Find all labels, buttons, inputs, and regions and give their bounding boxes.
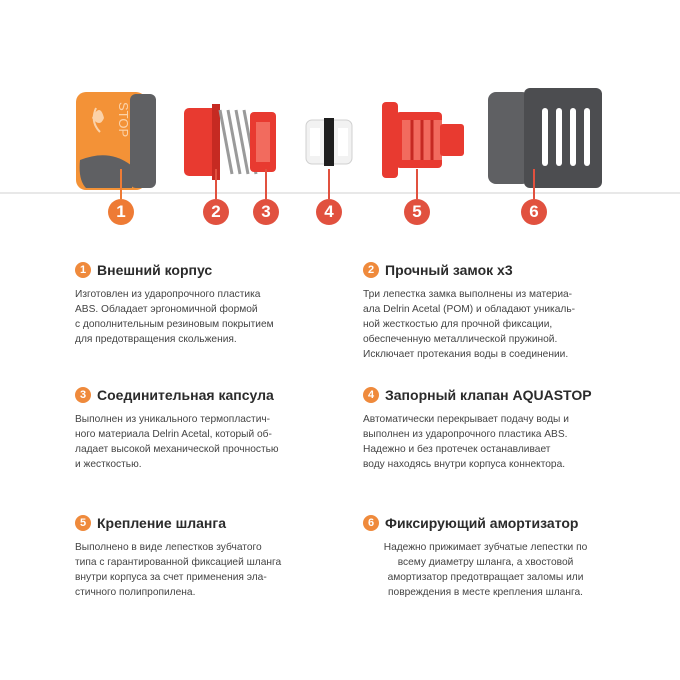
- badge-stem: [328, 169, 330, 199]
- section-number: 1: [75, 262, 91, 278]
- section-number: 5: [75, 515, 91, 531]
- section-lock: [363, 262, 608, 362]
- section-outer-housing: [75, 262, 320, 347]
- section-hose-mount: [75, 515, 320, 600]
- badge-stem: [533, 169, 535, 199]
- section-title: Соединительная капсула: [97, 387, 274, 403]
- section-title: Внешний корпус: [97, 262, 213, 278]
- parts-illustration: [0, 0, 680, 240]
- badge-stem: [215, 169, 217, 199]
- section-shock-absorber: [363, 515, 608, 600]
- valve-image: [300, 114, 358, 170]
- housing-logo-text: STOP: [116, 102, 131, 138]
- section-title: Фиксирующий амортизатор: [385, 515, 579, 531]
- badge-number: 4: [324, 202, 334, 221]
- section-number: 3: [75, 387, 91, 403]
- badge-stem: [265, 169, 267, 199]
- part-badge-2: [203, 199, 229, 225]
- section-title: Запорный клапан AQUASTOP: [385, 387, 592, 403]
- badge-stem: [416, 169, 418, 199]
- lock-spring-image: [178, 96, 284, 188]
- section-body: Надежно прижимает зубчатые лепестки по всему диаметру шланга, а хвостовой амортизатор предотвращает заломы или повреждения в месте крепления шланга.: [383, 542, 588, 598]
- badge-number: 2: [211, 202, 221, 221]
- section-body: Выполнено в виде лепестков зубчатого типа с гарантированной фиксацией шланга внутри корпуса за счет применения эла- стичного полипропилена.: [75, 542, 282, 598]
- badge-number: 6: [529, 202, 539, 221]
- part-badge-3: [253, 199, 279, 225]
- hose-fitting-image: [378, 92, 470, 188]
- section-title: Прочный замок х3: [385, 262, 513, 278]
- section-body: Автоматически перекрывает подачу воды и выполнен из ударопрочного пластика ABS. Надежно и без протечек останавливает воду находясь внутри корпуса коннектора.: [363, 414, 569, 470]
- badge-number: 3: [261, 202, 271, 221]
- part-badge-6: [521, 199, 547, 225]
- section-number: 2: [363, 262, 379, 278]
- section-title: Крепление шланга: [97, 515, 226, 531]
- shock-absorber-image: [486, 84, 606, 192]
- section-connecting-capsule: [75, 387, 320, 472]
- section-body: Выполнен из уникального термопластич- ного материала Delrin Acetal, который об- ладает высокой механической прочностью и жесткостью.: [75, 414, 279, 470]
- badge-stem: [120, 169, 122, 199]
- badge-number: 1: [116, 202, 126, 221]
- part-badge-5: [404, 199, 430, 225]
- outer-housing-image: [70, 88, 160, 196]
- section-number: 4: [363, 387, 379, 403]
- part-badge-4: [316, 199, 342, 225]
- section-aquastop-valve: [363, 387, 608, 472]
- section-number: 6: [363, 515, 379, 531]
- badge-number: 5: [412, 202, 422, 221]
- section-body: Три лепестка замка выполнены из материа- ала Delrin Acetal (POM) и обладают уникаль- ной жесткостью для прочной фиксации, обеспеченную металлической пружиной. Исключает протекания воды в соединении.: [363, 289, 576, 360]
- section-body: Изготовлен из ударопрочного пластика ABS. Обладает эргономичной формой с дополнительным резиновым покрытием для предотвращения скольжения.: [75, 289, 274, 345]
- part-badge-1: [108, 199, 134, 225]
